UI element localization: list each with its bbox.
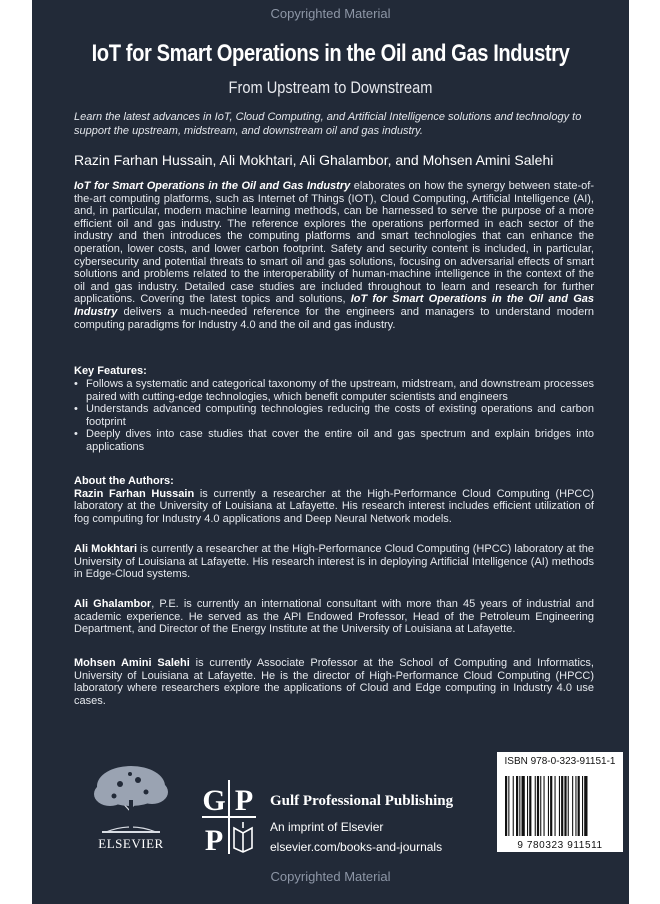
- barcode: [497, 772, 623, 852]
- author-bio-name: Razin Farhan Hussain: [74, 487, 195, 500]
- elsevier-label: ELSEVIER: [98, 836, 164, 851]
- author-bio: [74, 543, 594, 581]
- publisher-url[interactable]: elsevier.com/books-and-journals: [270, 840, 443, 854]
- author-bio: [74, 598, 594, 636]
- description-title: IoT for Smart Operations in the Oil and Gas Industry: [74, 180, 351, 192]
- isbn-label: ISBN 978-0-323-91151-1: [497, 752, 623, 772]
- key-feature-item: • Understands advanced computing technologies reducing the costs of existing operations and carbon footprint: [74, 403, 594, 428]
- description-text-1: elaborates on how the synergy between state-of-the-art computing platforms, such as Internet of Things (IOT), Cloud Computing, Artificial Intelligence (AI), and, in particular, modern machine learning methods, can be harnessed to serve the purpose of a more efficient oil and gas industry. The reference explores the operations performed in each sector of the industry and then introduces the computing platforms and smart technologies that can enhance the operation, lower costs, and lower carbon footprint. Safety and security content is included, in particular, cybersecurity and potential threats to smart oil and gas solutions, focusing on adversarial effects of smart solutions and problems related to the interoperability of human-machine intelligence in the context of the oil and gas industry. Detailed case studies are included throughout to learn and research for further applications. Covering the latest topics and solutions,: [74, 180, 595, 306]
- key-features-list: [74, 378, 594, 454]
- author-bio-text: is currently Associate Professor at the School of Computing and Informatics, University of Louisiana at Lafayette. He is the director of High-Performance Cloud Computing (HPCC) laboratory where researchers explore the applications of Cloud and Edge computing in Industry 4.0 use cases.: [74, 657, 594, 707]
- gpp-letter-p: P: [234, 784, 254, 817]
- watermark-bottom: Copyrighted Material: [270, 869, 391, 884]
- barcode-bars: [497, 774, 623, 838]
- key-features-heading: Key Features:: [74, 365, 147, 377]
- publisher-name: Gulf Professional Publishing: [270, 793, 454, 809]
- author-bio-text: is currently a researcher at the High-Performance Cloud Computing (HPCC) laboratory at the University of Louisiana at Lafayette. His research interest includes efficient utilization of fog computing for Industry 4.0 applications and Deep Neural Network models.: [74, 487, 594, 525]
- watermark-top: Copyrighted Material: [270, 6, 391, 21]
- author-bio-text: , P.E. is currently an international consultant with more than 45 years of industrial and academic experience. He served as the API Endowed Professor, Head of the Petroleum Engineering Department, and Director of the Energy Institute at the University of Louisiana at Lafayette.: [74, 598, 595, 636]
- barcode-digits: 9 780323 911511: [517, 840, 603, 851]
- description-paragraph: [74, 180, 594, 331]
- description-text-2: delivers a much-needed reference for the engineers and managers to understand modern computing paradigms for Industry 4.0 and the oil and gas industry.: [74, 305, 594, 331]
- elsevier-logo: [76, 762, 186, 854]
- book-icon: [234, 822, 252, 852]
- publisher-imprint: An imprint of Elsevier: [270, 820, 384, 834]
- gpp-letter-p2: P: [204, 824, 224, 856]
- book-subtitle: From Upstream to Downstream: [228, 78, 433, 97]
- author-bio-name: Mohsen Amini Salehi: [74, 657, 190, 669]
- key-feature-item: • Deeply dives into case studies that cover the entire oil and gas spectrum and explain bridges into applications: [74, 428, 594, 453]
- author-bio-name: Ali Ghalambor: [74, 598, 152, 610]
- elsevier-tree-icon: [76, 762, 186, 836]
- book-back-cover: [32, 0, 629, 904]
- author-bio: [74, 488, 594, 526]
- author-list: Razin Farhan Hussain, Ali Mokhtari, Ali Ghalambor, and Mohsen Amini Salehi: [74, 152, 554, 168]
- tagline: Learn the latest advances in IoT, Cloud Computing, and Artificial Intelligence solutions and technology to support the upstream, midstream, and downstream oil and gas industry.: [74, 111, 582, 137]
- author-bio-name: Ali Mokhtari: [74, 543, 138, 555]
- author-bio: [74, 657, 594, 707]
- description-title-2: IoT for Smart Operations in the Oil and Gas Industry: [74, 293, 594, 318]
- book-title: IoT for Smart Operations in the Oil and Gas Industry: [91, 40, 570, 67]
- about-authors-heading: About the Authors:: [74, 475, 174, 487]
- about-authors-section: [74, 475, 594, 525]
- gpp-logo: [200, 778, 258, 856]
- gpp-letter-g: G: [202, 784, 226, 817]
- author-bio-text: is currently a researcher at the High-Performance Cloud Computing (HPCC) laboratory at the University of Louisiana at Lafayette. His research interest is in deploying Artificial Intelligence (AI) methods in Edge-Cloud systems.: [74, 543, 594, 581]
- key-feature-item: • Follows a systematic and categorical taxonomy of the upstream, midstream, and downstream processes paired with cutting-edge technologies, which benefit computer scientists and engineers: [74, 378, 594, 403]
